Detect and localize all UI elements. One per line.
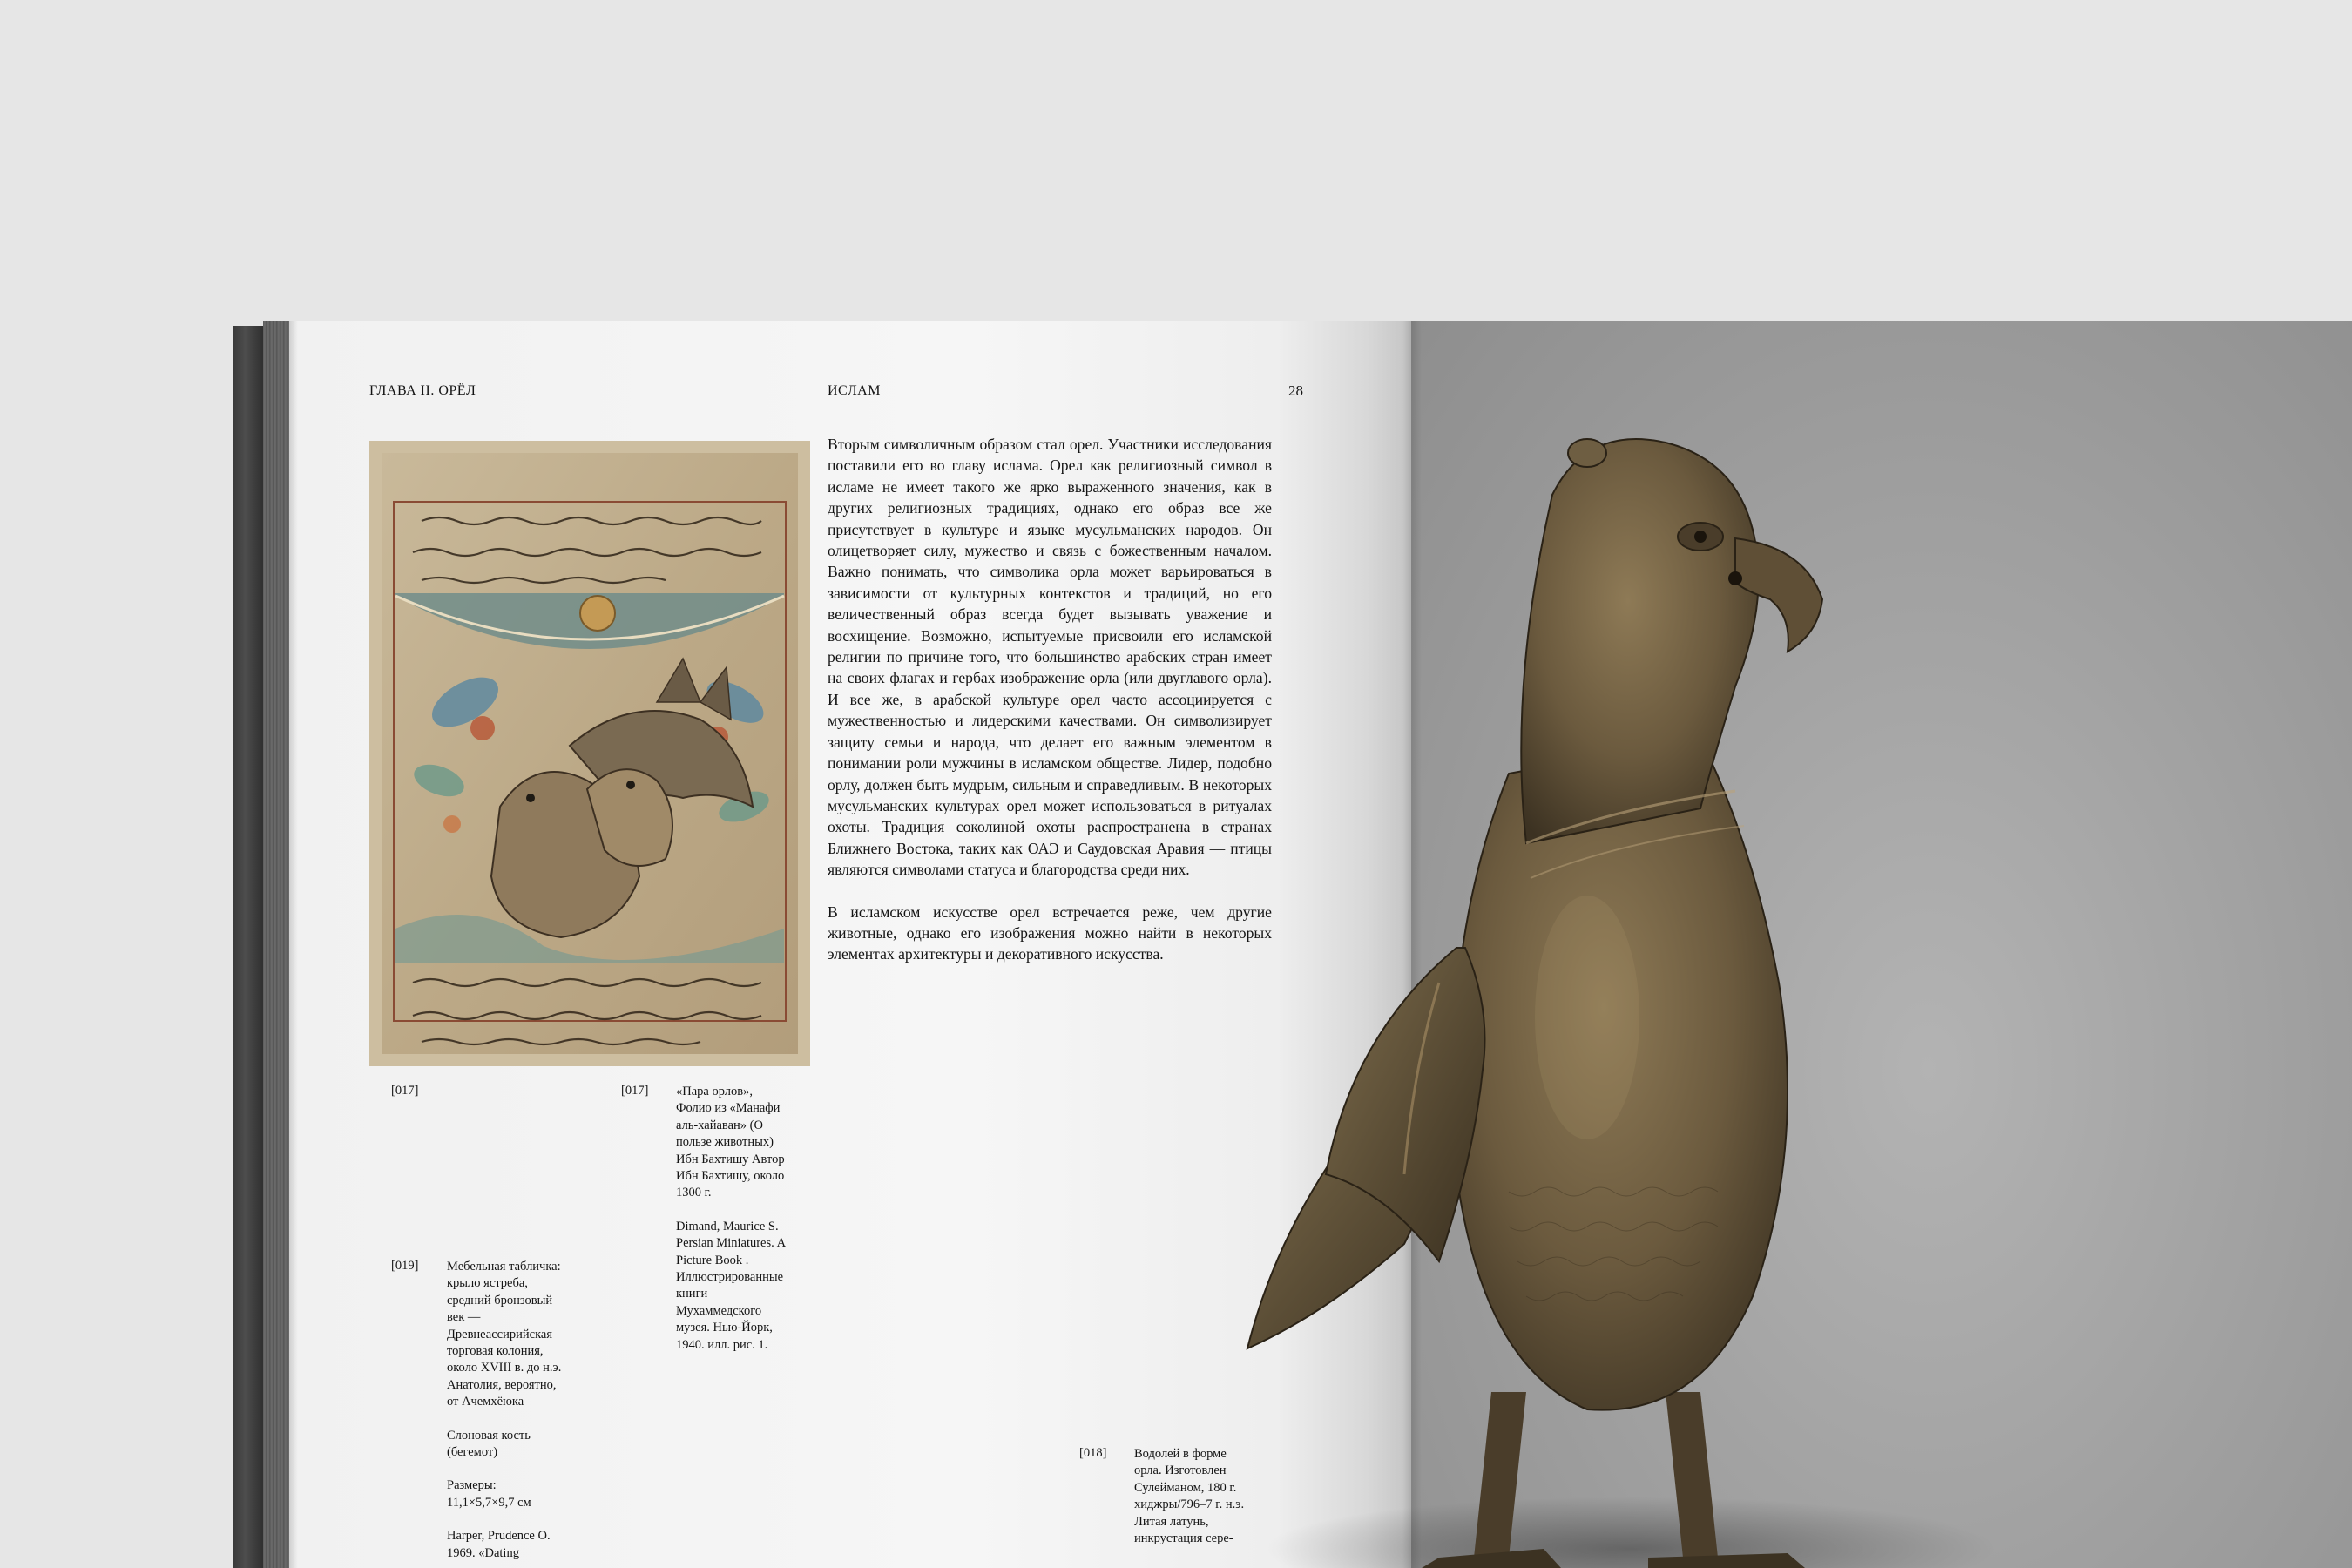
page-block-edge	[263, 321, 289, 1568]
caption-019-source: Harper, Prudence O. 1969. «Dating	[447, 1529, 551, 1560]
chapter-title: ГЛАВА II. ОРЁЛ	[369, 383, 476, 398]
caption-018-text: Водолей в форме орла. Изготовлен Сулейманом, 180 г. хиджры/796–7 г. н.э. Литая латунь, инкрустация сере-	[1134, 1447, 1245, 1546]
book-cover-edge	[233, 326, 263, 1568]
section-title: ИСЛАМ	[828, 383, 881, 398]
caption-019-size: Размеры: 11,1×5,7×9,7 см	[447, 1478, 531, 1510]
miniature-illustration	[369, 441, 810, 1066]
caption-label-017: [017]	[391, 1084, 419, 1098]
caption-label-018: [018]	[1079, 1446, 1107, 1460]
page-edge-highlight	[289, 321, 298, 1568]
caption-017-description: «Пара орлов», Фолио из «Манафи аль-хайаван» (О пользе животных) Ибн Бахтишу Автор Ибн Бахтишу, около 1300 г.	[676, 1085, 785, 1200]
bronze-eagle-figure	[1178, 321, 2119, 1568]
eagle-ewer-photo	[1178, 321, 2119, 1568]
paragraph-2: В исламском искусстве орел встречается реже, чем другие животные, однако его изображения можно найти в некоторых элементах архитектуры и декоративного искусства.	[828, 902, 1272, 963]
caption-019-description: Мебельная табличка: крыло ястреба, средний бронзовый век — Древнеассирийская торговая колония, около XVIII в. до н.э. Анатолия, вероятно, от Ачемхёюка	[447, 1260, 562, 1409]
paragraph-1: Вторым символичным образом стал орел. Участники исследования поставили его во главу ислама. Орел как религиозный символ в исламе не имеет такого же ярко выраженного значения, как в других религиозных традициях, однако его образ все же присутствует в культуре и языке мусульманских народов. Он олицетворяет силу, мужество и связь с божественным началом. Важно понимать, что символика орла может варьироваться в зависимости от культурных контекстов и традиций, но его величественный образ всегда будет вызывать уважение и восхищение. Возможно, испытуемые присвоили его исламской религии по причине того, что большинство арабских стран имеет на своих флагах и гербах изображение орла (или двуглавого орла). И все же, в арабской культуре орел часто ассоциируется с мужественностью и лидерскими качествами. Он символизирует защиту семьи и народа, что делает его важным элементом в понимании роли мужчины в исламском обществе. Лидер, подобно орлу, должен быть мудрым, сильным и справедливым. В некоторых мусульманских культурах орел может использоваться в ритуалах охоты. Традиция соколиной охоты распространена в странах Ближнего Востока, таких как ОАЭ и Саудовская Аравия — птицы являются символами статуса и благородства среди них.	[828, 436, 1272, 879]
caption-019-material: Слоновая кость (бегемот)	[447, 1428, 531, 1460]
caption-017-source: Dimand, Maurice S. Persian Miniatures. A Picture Book . Иллюстрированные книги Мухаммедского музея. Нью-Йорк, 1940. илл. рис. 1.	[676, 1219, 786, 1352]
caption-label-019: [019]	[391, 1259, 419, 1273]
caption-017-text	[676, 1084, 791, 1354]
page-number: 28	[1288, 382, 1303, 399]
caption-019-text	[447, 1259, 562, 1562]
pair-of-eagles-miniature	[369, 441, 810, 1066]
caption-label-017-text: [017]	[621, 1084, 649, 1098]
